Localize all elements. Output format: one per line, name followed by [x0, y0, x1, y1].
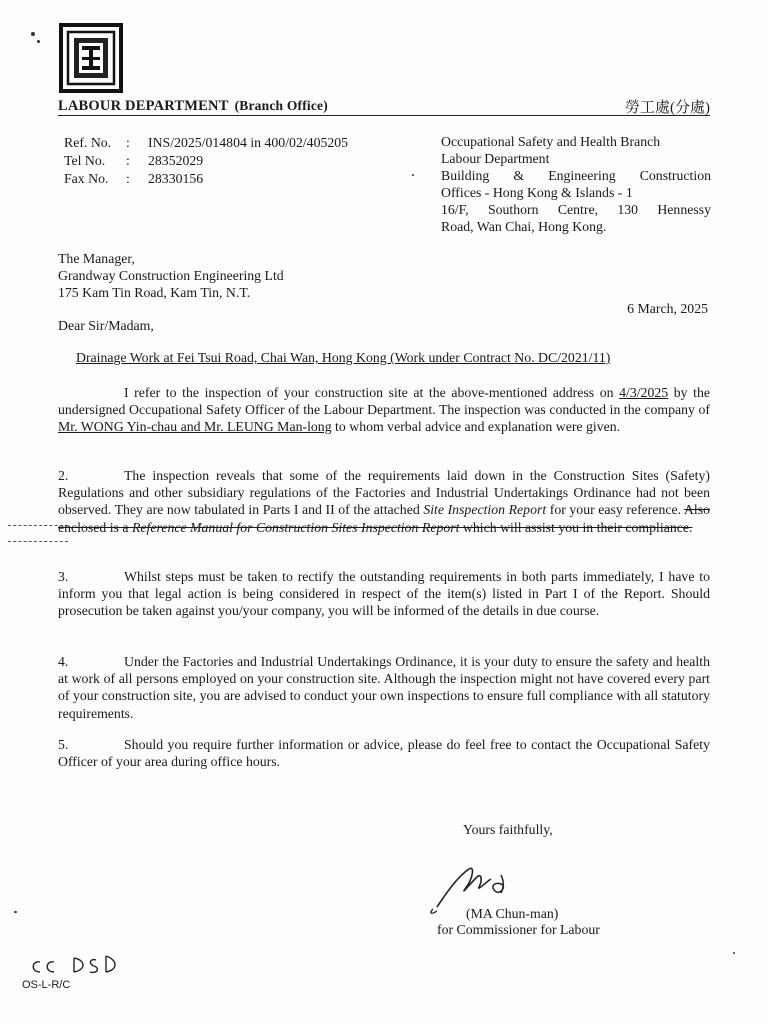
sender-address	[441, 133, 711, 235]
scan-speck	[14, 911, 17, 913]
paragraph-3	[58, 568, 710, 620]
tel-label: Tel No.	[64, 153, 106, 168]
address-line: Building & Engineering Construction	[441, 168, 711, 183]
p4-text: Under the Factories and Industrial Undertakings Ordinance, it is your duty to ensure the safety and health at work of all persons employed on your construction site. Although the inspection might not have covered every part of your construction site, you are advised to conduct your own inspections to ensure full compliance with all statutory requirements.	[58, 654, 710, 721]
reference-block	[64, 134, 348, 188]
signatory-title: for Commissioner for Labour	[437, 922, 600, 937]
p2-text: for your easy reference.	[546, 502, 684, 518]
address-line: Labour Department	[441, 151, 550, 166]
salutation: Dear Sir/Madam,	[58, 318, 154, 333]
inspection-date: 4/3/2025	[619, 385, 669, 400]
margin-mark	[8, 541, 68, 542]
scan-speck	[412, 174, 414, 176]
address-line: Road, Wan Chai, Hong Kong.	[441, 219, 607, 234]
fax-row: Fax No. : 28330156	[64, 171, 204, 186]
fax-value: 28330156	[148, 171, 204, 186]
chinese-department-name: 勞工處(分處)	[625, 100, 710, 116]
recipient-line: Grandway Construction Engineering Ltd	[58, 268, 284, 283]
site-inspection-report-title: Site Inspection Report	[423, 502, 547, 518]
fax-label: Fax No.	[64, 171, 109, 186]
p5-text: Should you require further information or advice, please do feel free to contact the Occupational Safety Officer of your area during office hours.	[58, 737, 710, 770]
paragraph-number: 4.	[58, 654, 69, 669]
paragraph-5	[58, 736, 710, 770]
struck-text: which will assist you in their compliance.	[459, 519, 693, 535]
recipient-line: The Manager,	[58, 251, 135, 266]
p1-text: by the undersigned Occupational Safety Officer of the Labour Department. The inspection was conducted in the company of	[58, 385, 710, 418]
header-rule	[58, 115, 710, 116]
tel-value: 28352029	[148, 153, 204, 168]
p2-text: The inspection reveals that some of the requirements laid down in the Construction Sites (Safety) Regulations and other subsidiary regulations of the Factories and Industrial Undertakings Ordinance had not been observed. They are now tabulated in Parts I and II of the attached	[58, 468, 710, 518]
p1-text: to whom verbal advice and explanation were given.	[331, 419, 621, 435]
address-line: Offices - Hong Kong & Islands - 1	[441, 185, 633, 200]
scan-speck	[733, 952, 735, 954]
paragraph-2	[58, 467, 710, 536]
letter-date: 6 March, 2025	[627, 301, 708, 316]
paragraph-number: 2.	[58, 468, 69, 483]
p1-text: I refer to the inspection of your construction site at the above-mentioned address on	[124, 385, 620, 400]
recipient-line: 175 Kam Tin Road, Kam Tin, N.T.	[58, 285, 251, 300]
department-name: LABOUR DEPARTMENT	[58, 98, 229, 114]
recipient-address	[58, 250, 284, 301]
p3-text: Whilst steps must be taken to rectify the outstanding requirements in both parts immediately, I have to inform you that legal action is being considered in respect of the item(s) listed in Part I of the Report. Should prosecution be taken against you/your company, you will be informed of the details in due course.	[58, 569, 710, 619]
tel-row: Tel No. : 28352029	[64, 153, 204, 168]
scan-speck	[31, 32, 35, 36]
struck-manual-title: Reference Manual for Construction Sites Inspection Report	[131, 519, 460, 535]
handwritten-cc-note	[28, 952, 118, 982]
paragraph-4	[58, 653, 710, 722]
subject-line: Drainage Work at Fei Tsui Road, Chai Wan, Hong Kong (Work under Contract No. DC/2021/11)	[76, 350, 611, 365]
form-code: OS-L-R/C	[22, 979, 71, 991]
ref-row: Ref. No. : INS/2025/014804 in 400/02/405205	[64, 135, 349, 150]
ref-value: INS/2025/014804 in 400/02/405205	[148, 135, 349, 150]
struck-text: Also enclosed is a	[58, 502, 710, 535]
paragraph-1	[58, 384, 710, 436]
ref-label: Ref. No.	[64, 135, 112, 150]
address-line: 16/F, Southorn Centre, 130 Hennessy	[441, 202, 711, 217]
address-line: Occupational Safety and Health Branch	[441, 134, 661, 149]
signatory-name: (MA Chun-man)	[466, 906, 559, 921]
valediction: Yours faithfully,	[463, 822, 553, 837]
accompanying-persons: Mr. WONG Yin-chau and Mr. LEUNG Man-long	[58, 419, 332, 435]
scan-speck	[37, 40, 40, 43]
branch-label: (Branch Office)	[234, 98, 328, 113]
paragraph-number: 5.	[58, 737, 69, 752]
department-heading	[58, 98, 328, 115]
hk-government-emblem-icon	[58, 22, 124, 94]
paragraph-number: 3.	[58, 569, 69, 584]
